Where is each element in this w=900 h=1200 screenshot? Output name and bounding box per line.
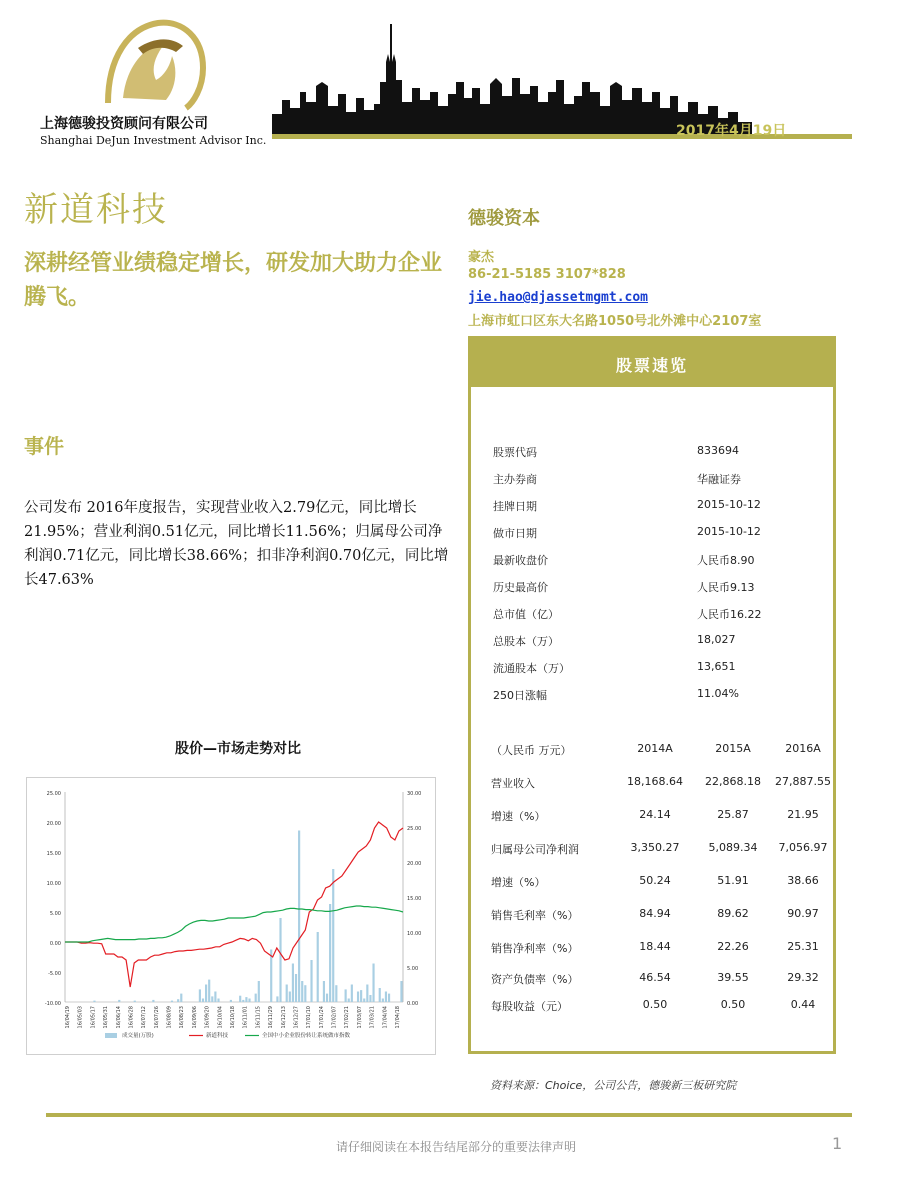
volume-bar [363, 999, 365, 1003]
volume-bar [211, 996, 213, 1002]
volume-bar [295, 974, 297, 1002]
right-tick-label: 15.00 [407, 896, 422, 902]
volume-bar [255, 994, 257, 1002]
volume-bar [279, 918, 281, 1002]
fin-row-label: 增速（%） [491, 810, 546, 823]
market-index-line [65, 906, 403, 942]
volume-bar [214, 992, 216, 1003]
footer-divider [46, 1113, 852, 1117]
info-label: 挂牌日期 [493, 500, 537, 513]
volume-bar [310, 960, 312, 1002]
x-tick-label: 16/06/28 [128, 1006, 135, 1029]
volume-bar [171, 1001, 173, 1002]
x-tick-label: 17/03/07 [356, 1006, 363, 1029]
data-source-note: 资料来源：Choice，公司公告，德骏新三板研究院 [490, 1079, 737, 1092]
x-tick-label: 16/05/03 [77, 1006, 84, 1029]
x-tick-label: 16/12/13 [280, 1006, 287, 1029]
x-tick-label: 16/11/15 [255, 1006, 262, 1029]
info-value: 833694 [697, 444, 739, 457]
fin-header-year: 2016A [785, 742, 821, 755]
fin-cell: 22,868.18 [705, 775, 761, 788]
volume-bar [372, 964, 374, 1003]
fin-row-label: 营业收入 [491, 777, 535, 790]
x-tick-label: 16/04/19 [65, 1006, 71, 1029]
event-heading: 事件 [24, 434, 64, 458]
fin-cell: 0.50 [642, 998, 668, 1011]
right-tick-label: 25.00 [407, 826, 422, 832]
fin-header-year: 2015A [715, 742, 751, 755]
x-tick-label: 17/01/10 [306, 1006, 313, 1029]
info-label: 最新收盘价 [493, 554, 548, 567]
x-tick-label: 16/09/06 [191, 1006, 198, 1029]
stock-overview-box [468, 336, 836, 1054]
fin-row-label: 资产负债率（%） [491, 973, 579, 986]
company-logo [98, 18, 208, 113]
x-tick-label: 16/09/20 [204, 1006, 211, 1029]
x-tick-label: 16/07/26 [153, 1006, 160, 1029]
fin-cell: 21.95 [787, 808, 819, 821]
volume-bar [357, 992, 359, 1003]
fin-cell: 38.66 [787, 874, 819, 887]
volume-bar [118, 1000, 120, 1002]
volume-bar [270, 950, 272, 1003]
info-label: 流通股本（万） [493, 662, 570, 675]
stock-overview-title: 股票速览 [615, 356, 688, 375]
x-tick-label: 17/04/18 [395, 1006, 401, 1029]
right-tick-label: 0.00 [407, 1001, 419, 1007]
fin-row-label: 归属母公司净利润 [491, 843, 579, 856]
fin-cell: 84.94 [639, 907, 671, 920]
page-number: 1 [832, 1134, 843, 1153]
left-tick-label: 15.00 [46, 851, 61, 857]
report-headline: 深耕经管业绩稳定增长，研发加大助力企业腾飞。 [24, 250, 443, 310]
right-tick-label: 20.00 [407, 861, 422, 867]
fin-header-unit: （人民币 万元） [491, 744, 572, 757]
volume-bar [366, 985, 368, 1003]
fin-cell: 24.14 [639, 808, 671, 821]
fin-cell: 25.31 [787, 940, 819, 953]
volume-bar [205, 985, 207, 1003]
fin-cell: 27,887.55 [775, 775, 831, 788]
legend-label: 全国中小企业股份转让系统做市指数 [262, 1033, 351, 1039]
info-label: 股票代码 [493, 446, 537, 459]
info-label: 250日涨幅 [493, 689, 547, 702]
volume-bar [134, 1001, 136, 1002]
info-label: 历史最高价 [493, 581, 548, 594]
left-tick-label: 25.00 [46, 791, 61, 797]
volume-bar [345, 989, 347, 1002]
fin-cell: 29.32 [787, 971, 819, 984]
volume-bar [230, 1000, 232, 1002]
volume-bar [298, 831, 300, 1003]
volume-bar [289, 992, 291, 1003]
legend-swatch [105, 1033, 117, 1038]
volume-bar [177, 999, 179, 1002]
x-tick-label: 16/07/12 [141, 1006, 148, 1029]
x-tick-label: 16/05/17 [90, 1006, 97, 1029]
info-value: 18,027 [697, 633, 736, 646]
volume-bar [335, 985, 337, 1002]
x-tick-label: 16/11/01 [242, 1006, 249, 1029]
x-tick-label: 16/11/29 [268, 1006, 275, 1029]
fin-cell: 25.87 [717, 808, 749, 821]
info-label: 总市值（亿） [493, 608, 559, 621]
info-label: 总股本（万） [493, 635, 559, 648]
left-tick-label: 5.00 [49, 911, 61, 917]
fin-cell: 3,350.27 [630, 841, 680, 854]
fin-cell: 7,056.97 [778, 841, 828, 854]
x-tick-label: 16/12/27 [293, 1006, 300, 1029]
volume-bar [239, 996, 241, 1002]
volume-bar [360, 990, 362, 1002]
volume-bar [385, 992, 387, 1003]
volume-bar [400, 981, 402, 1002]
city-skyline-image [272, 22, 852, 134]
volume-bar [248, 999, 250, 1003]
event-body: 公司发布 2016年度报告，实现营业收入2.79亿元，同比增长21.95%；营业利润0.51亿元，同比增长11.56%；归属母公司净利润0.71亿元，同比增长38.66%；扣非净利润0.70亿元，同比增长47.63% [24, 500, 449, 588]
volume-bar [351, 985, 353, 1003]
volume-bar [258, 981, 260, 1002]
right-tick-label: 10.00 [407, 931, 422, 937]
fin-cell: 51.91 [717, 874, 749, 887]
volume-bar [276, 996, 278, 1002]
left-tick-label: -10.00 [44, 1001, 61, 1007]
volume-bar [332, 869, 334, 1002]
volume-bar [369, 995, 371, 1002]
fin-cell: 50.24 [639, 874, 671, 887]
fin-cell: 0.44 [790, 998, 816, 1011]
volume-bar [199, 989, 201, 1002]
x-tick-label: 17/02/21 [344, 1006, 351, 1029]
volume-bar [242, 1000, 244, 1002]
fin-cell: 18,168.64 [627, 775, 683, 788]
fin-row-label: 增速（%） [491, 876, 546, 889]
analyst-email-link[interactable]: jie.hao@djassetmgmt.com [468, 290, 649, 305]
left-tick-label: 10.00 [46, 881, 61, 887]
x-tick-label: 16/10/04 [217, 1006, 224, 1029]
volume-bar [286, 985, 288, 1003]
fin-row-label: 每股收益（元） [491, 1000, 568, 1013]
volume-bar [317, 932, 319, 1002]
stock-price-line [65, 822, 403, 987]
x-tick-label: 17/02/07 [331, 1006, 338, 1029]
x-tick-label: 17/03/21 [369, 1006, 376, 1029]
info-value: 人民币8.90 [697, 554, 755, 567]
fin-cell: 89.62 [717, 907, 749, 920]
fin-cell: 39.55 [717, 971, 749, 984]
fin-cell: 46.54 [639, 971, 671, 984]
x-tick-label: 16/06/14 [115, 1006, 122, 1029]
analyst-name: 豪杰 [468, 250, 495, 265]
x-tick-label: 16/08/09 [166, 1006, 173, 1029]
volume-bar [180, 994, 182, 1002]
chart-title: 股价—市场走势对比 [175, 741, 301, 757]
analyst-phone: 86-21-5185 3107*828 [468, 267, 626, 282]
info-value: 华融证券 [697, 473, 741, 486]
volume-bar [382, 999, 384, 1003]
right-tick-label: 5.00 [407, 966, 419, 972]
volume-bar [323, 981, 325, 1002]
fin-cell: 22.26 [717, 940, 749, 953]
info-label: 主办券商 [493, 473, 537, 486]
firm-address: 上海市虹口区东大名路1050号北外滩中心2107室 [468, 314, 762, 329]
volume-bar [217, 999, 219, 1003]
left-tick-label: 0.00 [49, 941, 61, 947]
fin-cell: 90.97 [787, 907, 819, 920]
volume-bar [348, 999, 350, 1003]
info-value: 13,651 [697, 660, 736, 673]
right-tick-label: 30.00 [407, 791, 422, 797]
fin-cell: 0.50 [720, 998, 746, 1011]
volume-bar [208, 980, 210, 1002]
fin-cell: 5,089.34 [708, 841, 758, 854]
info-value: 人民币9.13 [697, 581, 755, 594]
volume-bar [93, 1001, 95, 1002]
info-value: 人民币16.22 [697, 608, 762, 621]
volume-bar [304, 985, 306, 1002]
info-value: 2015-10-12 [697, 525, 761, 538]
chart-canvas [27, 778, 435, 1054]
left-tick-label: 20.00 [46, 821, 61, 827]
report-date: 2017年4月19日 [676, 123, 787, 139]
x-tick-label: 16/05/31 [103, 1006, 110, 1029]
volume-bar [388, 994, 390, 1002]
volume-bar [301, 981, 303, 1002]
info-value: 11.04% [697, 687, 739, 700]
legend-label: 成交量(万股) [122, 1033, 154, 1039]
x-tick-label: 16/08/23 [179, 1006, 186, 1029]
volume-bar [152, 1000, 154, 1002]
company-name-en: Shanghai DeJun Investment Advisor Inc. [40, 134, 267, 147]
volume-bar [326, 994, 328, 1002]
volume-bar [379, 988, 381, 1002]
legal-disclaimer: 请仔细阅读在本报告结尾部分的重要法律声明 [336, 1140, 577, 1154]
x-tick-label: 17/01/24 [318, 1006, 325, 1029]
fin-row-label: 销售毛利率（%） [491, 909, 579, 922]
legend-label: 新道科技 [206, 1033, 229, 1039]
left-tick-label: -5.00 [48, 971, 61, 977]
volume-bar [202, 999, 204, 1003]
firm-name: 德骏资本 [468, 208, 540, 229]
volume-bar [292, 964, 294, 1003]
x-tick-label: 16/10/18 [230, 1006, 236, 1029]
price-vs-market-chart [26, 777, 436, 1055]
x-tick-label: 17/04/04 [382, 1006, 389, 1029]
info-value: 2015-10-12 [697, 498, 761, 511]
fin-cell: 18.44 [639, 940, 671, 953]
fin-row-label: 销售净利率（%） [491, 942, 579, 955]
company-title: 新道科技 [24, 190, 168, 230]
company-name-cn: 上海德骏投资顾问有限公司 [40, 116, 208, 132]
volume-bar [245, 997, 247, 1002]
volume-bar [329, 904, 331, 1002]
fin-header-year: 2014A [637, 742, 673, 755]
info-label: 做市日期 [493, 527, 537, 540]
